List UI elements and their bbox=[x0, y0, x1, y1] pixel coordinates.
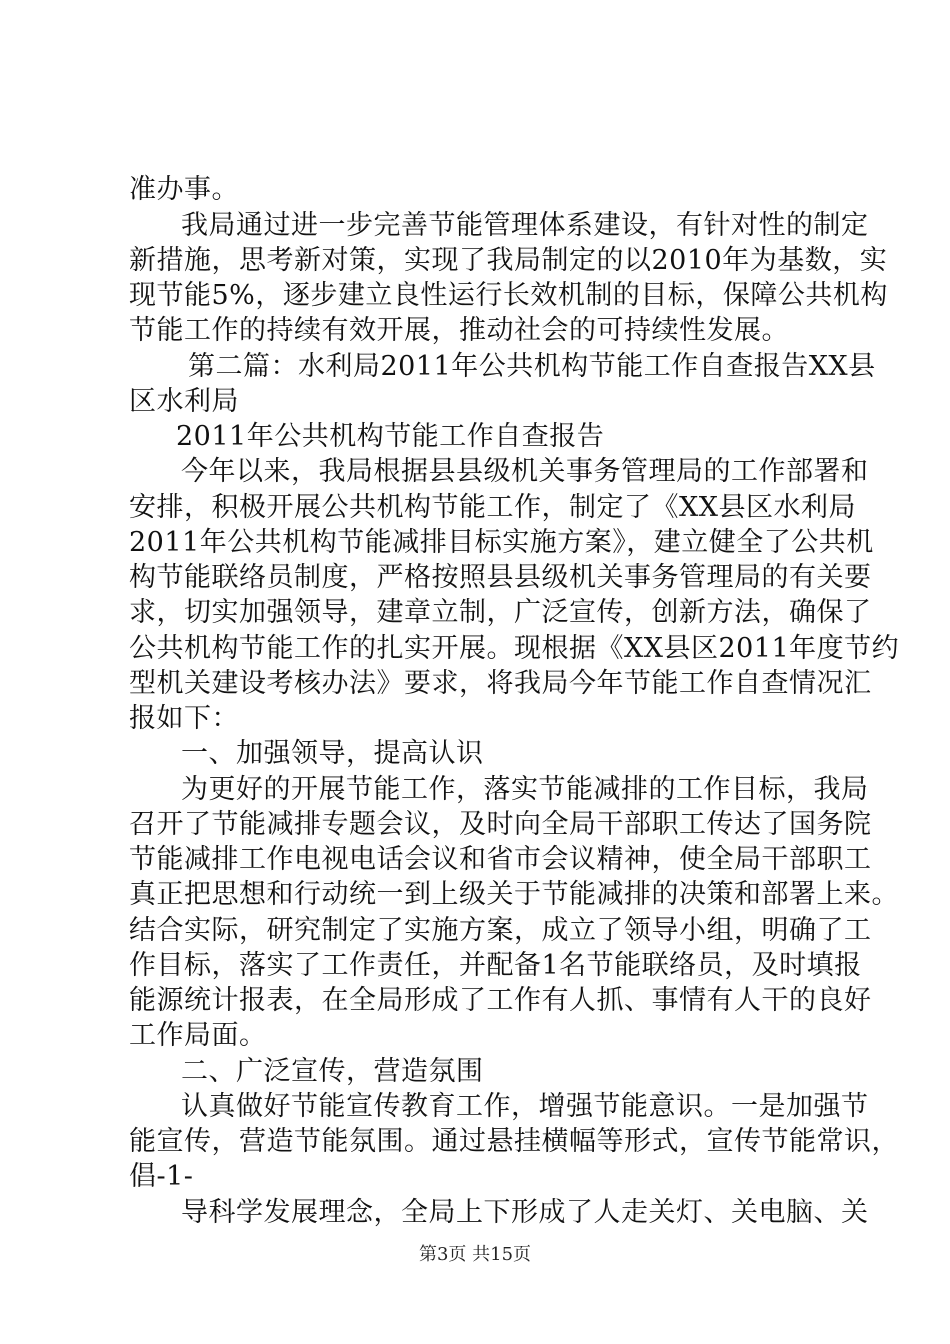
text-line: 真正把思想和行动统一到上级关于节能减排的决策和部署上来。 bbox=[129, 879, 899, 910]
text-line: 能源统计报表，在全局形成了工作有人抓、事情有人干的良好 bbox=[129, 985, 872, 1016]
page-number-footer: 第3页 共15页 bbox=[418, 1244, 532, 1265]
text-line: 现节能5%，逐步建立良性运行长效机制的目标，保障公共机构 bbox=[129, 280, 888, 311]
text-line: 能宣传，营造节能氛围。通过悬挂横幅等形式，宣传节能常识， bbox=[129, 1126, 899, 1157]
text-line: 认真做好节能宣传教育工作，增强节能意识。一是加强节 bbox=[181, 1091, 869, 1122]
text-line: 型机关建设考核办法》要求，将我局今年节能工作自查情况汇 bbox=[129, 668, 872, 699]
text-line: 今年以来，我局根据县县级机关事务管理局的工作部署和 bbox=[181, 456, 869, 487]
text-line: 构节能联络员制度，严格按照县县级机关事务管理局的有关要 bbox=[129, 562, 872, 593]
section-heading: 二、广泛宣传，营造氛围 bbox=[181, 1056, 484, 1087]
text-line: 求，切实加强领导，建章立制，广泛宣传，创新方法，确保了 bbox=[129, 597, 872, 628]
text-line: 结合实际，研究制定了实施方案，成立了领导小组，明确了工 bbox=[129, 915, 872, 946]
text-line: 作目标，落实了工作责任，并配备1名节能联络员，及时填报 bbox=[129, 950, 862, 981]
text-line: 2011年公共机构节能减排目标实施方案》，建立健全了公共机 bbox=[129, 527, 874, 558]
text-line: 我局通过进一步完善节能管理体系建设，有针对性的制定 bbox=[181, 210, 869, 241]
text-line: 公共机构节能工作的扎实开展。现根据《XX县区2011年度节约 bbox=[129, 633, 900, 664]
text-line: 新措施，思考新对策，实现了我局制定的以2010年为基数，实 bbox=[129, 245, 888, 276]
text-line: 节能工作的持续有效开展，推动社会的可持续性发展。 bbox=[129, 315, 789, 346]
text-line: 第二篇：水利局2011年公共机构节能工作自查报告XX县 bbox=[188, 351, 876, 382]
section-heading: 一、加强领导，提高认识 bbox=[181, 738, 484, 769]
text-line: 2011年公共机构节能工作自查报告 bbox=[176, 421, 605, 452]
text-line: 导科学发展理念，全局上下形成了人走关灯、关电脑、关 bbox=[181, 1197, 869, 1228]
text-line: 准办事。 bbox=[129, 174, 239, 205]
text-line: 为更好的开展节能工作，落实节能减排的工作目标，我局 bbox=[181, 774, 869, 805]
text-line: 工作局面。 bbox=[129, 1020, 267, 1051]
text-line: 倡-1- bbox=[129, 1161, 194, 1192]
text-line: 报如下： bbox=[129, 703, 239, 734]
text-line: 区水利局 bbox=[129, 386, 239, 417]
text-line: 安排，积极开展公共机构节能工作，制定了《XX县区水利局 bbox=[129, 492, 856, 523]
text-line: 召开了节能减排专题会议，及时向全局干部职工传达了国务院 bbox=[129, 809, 872, 840]
text-line: 节能减排工作电视电话会议和省市会议精神，使全局干部职工 bbox=[129, 844, 872, 875]
